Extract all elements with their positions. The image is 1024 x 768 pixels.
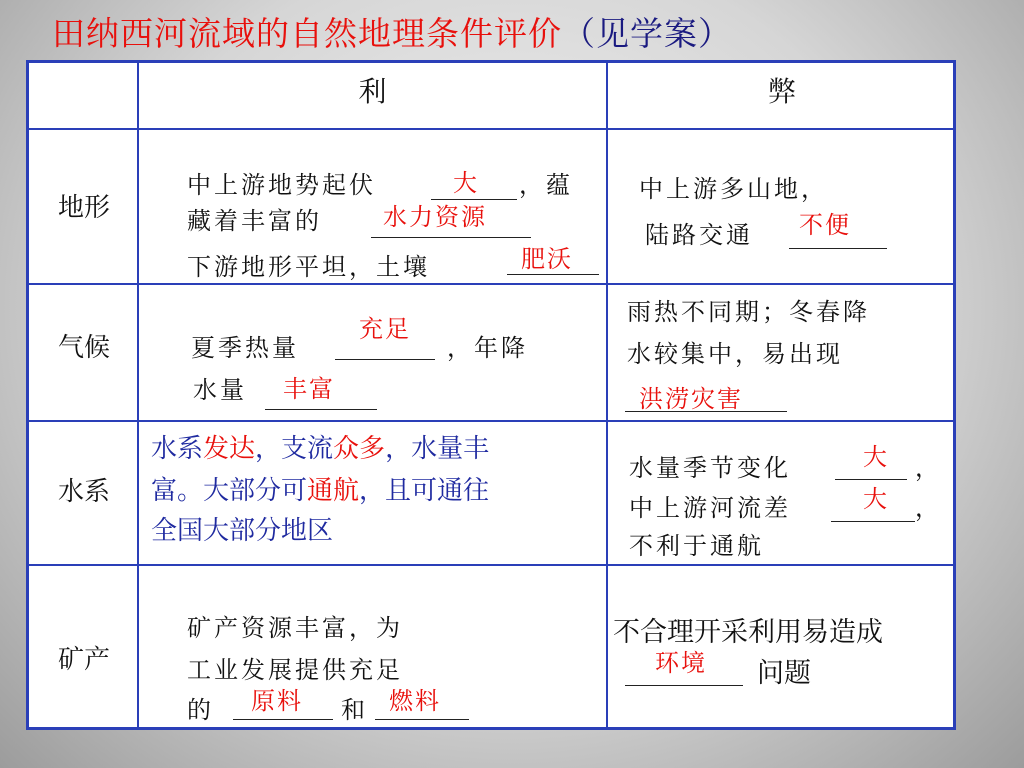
terrain-pros-line3: 下游地形平坦，土壤 [187, 253, 430, 281]
minerals-pros-answer2: 燃料 [389, 687, 441, 715]
water-pros-line1-a: 水系 [151, 434, 204, 464]
water-pros-line1-e: ，水量丰 [385, 434, 490, 464]
row-divider-1 [29, 128, 953, 130]
climate-cons-answer1: 洪涝灾害 [639, 385, 743, 413]
terrain-pros-blank3 [507, 274, 599, 275]
terrain-pros-line1: 中上游地势起伏 [187, 171, 376, 199]
water-cons-line2b: ， [915, 494, 942, 522]
row-divider-4 [29, 564, 953, 566]
water-cons-answer1: 大 [863, 443, 889, 471]
climate-pros-line1: 夏季热量 [191, 334, 299, 362]
minerals-cons-line2: 问题 [757, 658, 811, 689]
row-label-water: 水系 [57, 477, 110, 507]
header-pros: 利 [358, 75, 387, 108]
terrain-pros-answer3: 肥沃 [521, 245, 573, 273]
terrain-cons-line2: 陆路交通 [645, 221, 753, 249]
climate-cons-line1: 雨热不同期；冬春降 [627, 298, 870, 326]
water-pros-line2-c: ，且可通往 [359, 476, 490, 506]
climate-cons-line2: 水较集中，易出现 [627, 340, 843, 368]
water-pros-line2-b: 通航 [307, 476, 360, 506]
water-cons-blank1 [835, 479, 907, 480]
water-cons-answer2: 大 [863, 485, 889, 513]
title-main: 田纳西河流域的自然地理条件评价 [52, 14, 562, 53]
water-cons-line3: 不利于通航 [629, 532, 764, 560]
climate-pros-answer2: 丰富 [283, 375, 335, 403]
minerals-pros-line2: 工业发展提供充足 [187, 656, 403, 684]
water-cons-line2: 中上游河流差 [629, 494, 791, 522]
climate-pros-line2: 水量 [193, 376, 247, 404]
water-cons-line1: 水量季节变化 [629, 454, 791, 482]
row-divider-2 [29, 283, 953, 285]
climate-pros-line1b: ，年降 [447, 334, 528, 362]
title-note: （见学案） [562, 14, 732, 53]
water-pros-line1-c: ，支流 [255, 434, 334, 464]
terrain-pros-answer2: 水力资源 [383, 203, 487, 231]
minerals-cons-answer1: 环境 [655, 649, 707, 677]
minerals-cons-blank1 [625, 685, 743, 686]
minerals-pros-answer1: 原料 [251, 687, 303, 715]
row-divider-3 [29, 420, 953, 422]
water-pros-line1-d: 众多 [333, 434, 386, 464]
minerals-pros-blank1 [233, 719, 333, 720]
terrain-pros-line1b: ，蕴 [519, 171, 573, 199]
header-cons: 弊 [767, 75, 796, 108]
water-cons-blank2 [831, 521, 915, 522]
minerals-pros-line3b: 和 [341, 696, 368, 724]
terrain-cons-blank1 [789, 248, 887, 249]
water-pros-line2-a: 富。大部分可 [151, 476, 308, 506]
water-cons-line1b: ， [915, 454, 942, 482]
terrain-pros-line2: 藏着丰富的 [187, 207, 322, 235]
minerals-pros-blank2 [375, 719, 469, 720]
climate-pros-blank1 [335, 359, 435, 360]
evaluation-table [26, 60, 956, 730]
minerals-pros-line3a: 的 [187, 696, 214, 724]
terrain-pros-answer1: 大 [453, 169, 479, 197]
page-title [52, 10, 732, 58]
col-divider-2 [606, 63, 608, 727]
terrain-pros-blank1 [431, 199, 517, 200]
terrain-cons-line1: 中上游多山地， [639, 175, 828, 203]
water-pros-line1-b: 发达 [203, 434, 256, 464]
row-label-climate: 气候 [57, 333, 110, 363]
climate-pros-answer1: 充足 [359, 315, 411, 343]
water-pros-line3: 全国大部分地区 [151, 516, 334, 546]
terrain-cons-answer1: 不便 [799, 211, 851, 239]
water-pros-line1 [151, 432, 489, 466]
terrain-pros-blank2 [371, 237, 531, 238]
row-label-terrain: 地形 [57, 193, 110, 223]
water-pros-line2 [151, 474, 489, 508]
minerals-cons-line1: 不合理开采利用易造成 [613, 617, 883, 648]
col-divider-1 [137, 63, 139, 727]
minerals-pros-line1: 矿产资源丰富，为 [187, 614, 403, 642]
row-label-minerals: 矿产 [57, 645, 110, 675]
climate-pros-blank2 [265, 409, 377, 410]
